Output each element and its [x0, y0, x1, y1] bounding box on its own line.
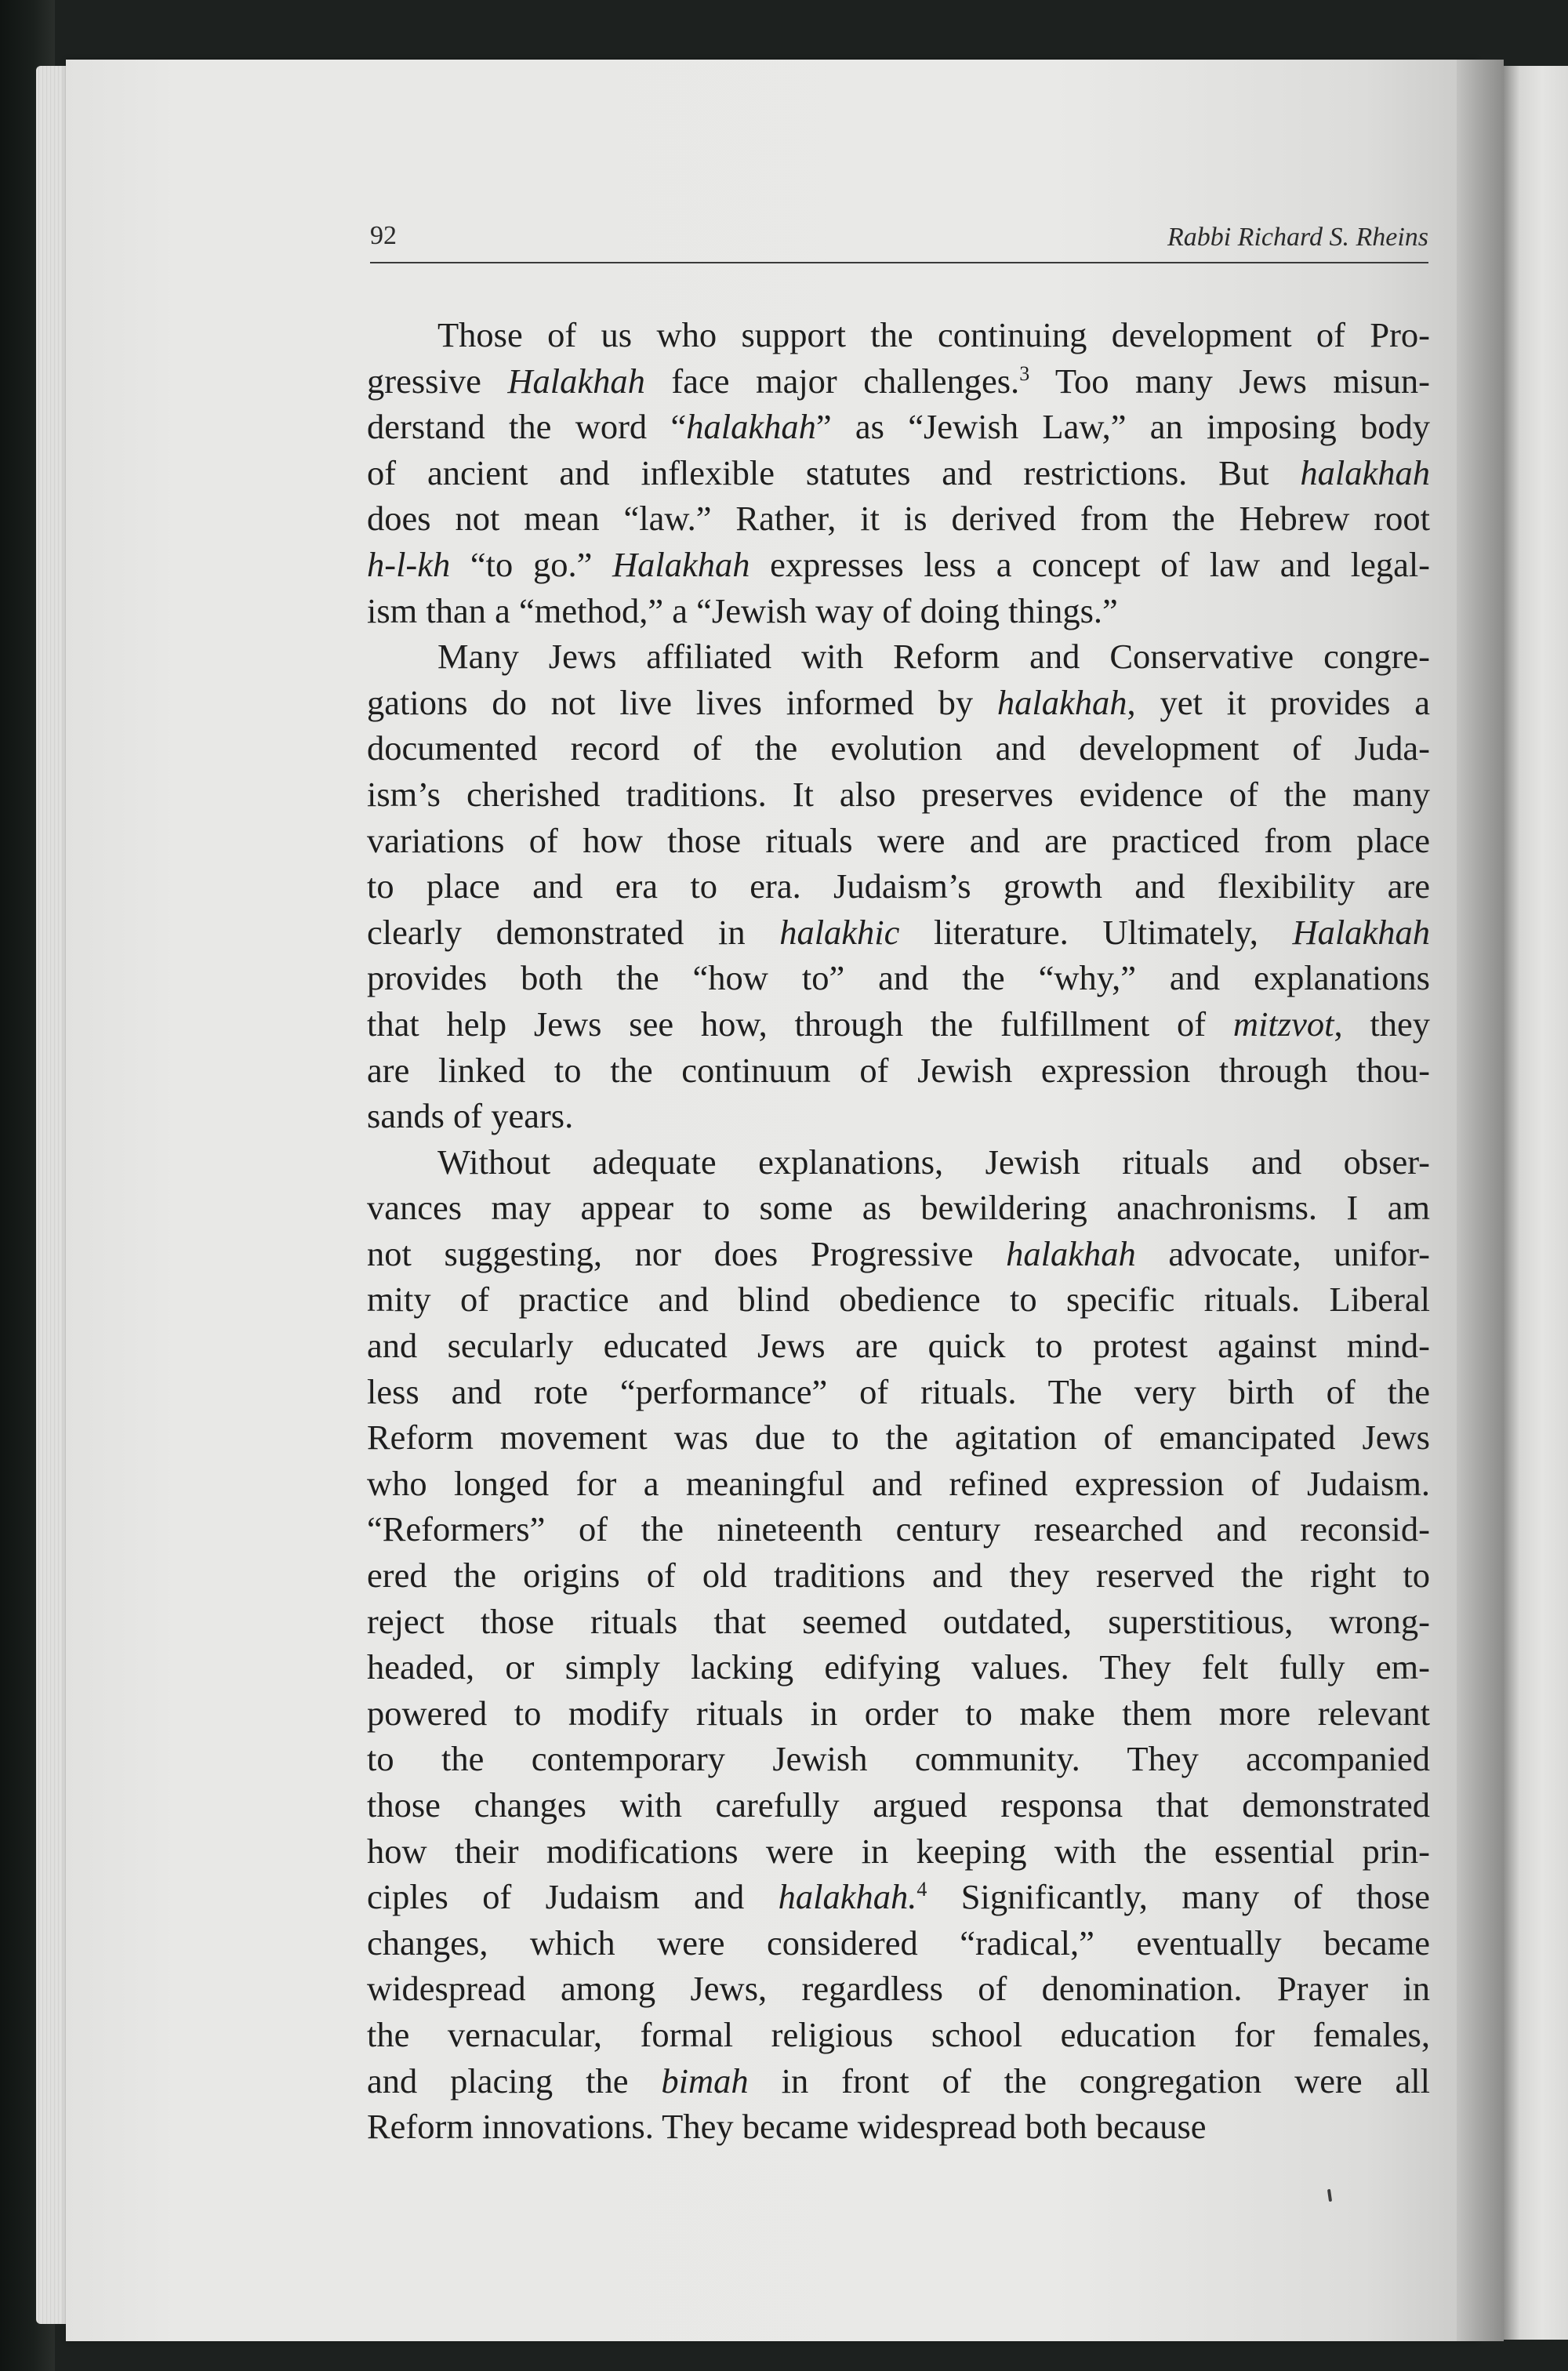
paragraph	[367, 1139, 1430, 2150]
paragraph	[367, 312, 1430, 634]
running-head	[370, 221, 1428, 263]
text-line: ism’s cherished traditions. It also preserves evidence of the many	[367, 774, 1430, 814]
italic-term: mitzvot	[1232, 1004, 1334, 1044]
italic-term: halakhic	[779, 912, 900, 952]
text-line: documented record of the evolution and development of Juda-	[367, 728, 1430, 768]
text-line: “Reformers” of the nineteenth century researched and reconsid-	[367, 1509, 1430, 1549]
text-line: clearly demonstrated in halakhic literature. Ultimately, Halakhah	[367, 912, 1430, 952]
text-line: to the contemporary Jewish community. They accompanied	[367, 1739, 1430, 1779]
text-line: how their modifications were in keeping with the essential prin-	[367, 1831, 1430, 1871]
text-line: Many Jews affiliated with Reform and Conservative congre-	[437, 637, 1430, 677]
footnote-marker: 4	[916, 1878, 927, 1901]
italic-term: halakhah	[686, 407, 816, 447]
italic-term: bimah	[661, 2061, 749, 2100]
text-line: and secularly educated Jews are quick to protest against mind-	[367, 1326, 1430, 1366]
text-line: who longed for a meaningful and refined expression of Judaism.	[367, 1463, 1430, 1503]
text-line: provides both the “how to” and the “why,” and explanations	[367, 958, 1430, 998]
running-title: Rabbi Richard S. Rheins	[1167, 223, 1428, 252]
text-line: h-l-kh “to go.” Halakhah expresses less a concept of law and legal-	[367, 544, 1431, 584]
text-line: reject those rituals that seemed outdated, superstitious, wrong-	[367, 1601, 1430, 1641]
text-line: ism than a “method,” a “Jewish way of doing things.”	[367, 590, 1118, 630]
text-line: the vernacular, formal religious school education for females,	[367, 2014, 1430, 2054]
text-line: ciples of Judaism and halakhah.$^4$ Significantly, many of those	[367, 1877, 1430, 1917]
italic-term: halakhah	[1006, 1233, 1136, 1273]
text-line: gations do not live lives informed by halakhah, yet it provides a	[367, 682, 1430, 722]
page-number: 92	[370, 221, 397, 250]
text-line: vances may appear to some as bewildering anachronisms. I am	[367, 1188, 1430, 1228]
facing-page-edge	[1504, 66, 1568, 2340]
body-text	[367, 312, 1430, 2150]
text-line: mity of practice and blind obedience to specific rituals. Liberal	[367, 1280, 1430, 1320]
text-line: Reform movement was due to the agitation of emancipated Jews	[367, 1418, 1430, 1458]
text-line: ered the origins of old traditions and they reserved the right to	[367, 1556, 1430, 1596]
italic-term: h-l-kh	[367, 544, 451, 584]
text-line: headed, or simply lacking edifying values. They felt fully em-	[367, 1647, 1430, 1687]
text-line: Reform innovations. They became widespread both because	[367, 2107, 1207, 2147]
text-line: less and rote “performance” of rituals. The very birth of the	[367, 1371, 1430, 1411]
italic-term: halakhah	[1300, 452, 1430, 492]
text-line: does not mean “law.” Rather, it is derived from the Hebrew root	[367, 499, 1430, 539]
text-line: to place and era to era. Judaism’s growth and flexibility are	[367, 866, 1430, 906]
italic-term: Halakhah	[1292, 912, 1430, 952]
text-line: of ancient and inflexible statutes and restrictions. But halakhah	[367, 452, 1430, 492]
text-line: Without adequate explanations, Jewish rituals and obser-	[437, 1142, 1430, 1182]
italic-term: halakhah.	[778, 1877, 917, 1917]
footnote-marker: 3	[1019, 361, 1030, 385]
text-line: powered to modify rituals in order to make them more relevant	[367, 1693, 1430, 1733]
text-line: gressive Halakhah face major challenges.$^3$ Too many Jews misun-	[367, 361, 1430, 401]
paragraph	[367, 634, 1430, 1139]
text-line: sands of years.	[367, 1096, 574, 1136]
text-line: those changes with carefully argued responsa that demonstrated	[367, 1785, 1430, 1825]
text-line: Those of us who support the continuing development of Pro-	[437, 315, 1430, 354]
text-line: are linked to the continuum of Jewish expression through thou-	[367, 1050, 1430, 1090]
text-line: derstand the word “halakhah” as “Jewish Law,” an imposing body	[367, 407, 1430, 447]
italic-term: halakhah	[996, 682, 1127, 722]
text-line: not suggesting, nor does Progressive halakhah advocate, unifor-	[367, 1233, 1430, 1273]
italic-term: Halakhah	[507, 361, 645, 401]
text-line: variations of how those rituals were and are practiced from place	[367, 820, 1430, 860]
book-gutter	[1457, 60, 1504, 2341]
text-line: changes, which were considered “radical,” eventually became	[367, 1923, 1430, 1963]
italic-term: Halakhah	[612, 544, 750, 584]
text-line: that help Jews see how, through the fulfillment of mitzvot, they	[367, 1004, 1430, 1044]
text-line: and placing the bimah in front of the congregation were all	[367, 2061, 1430, 2100]
text-line: widespread among Jews, regardless of denomination. Prayer in	[367, 1969, 1430, 2009]
